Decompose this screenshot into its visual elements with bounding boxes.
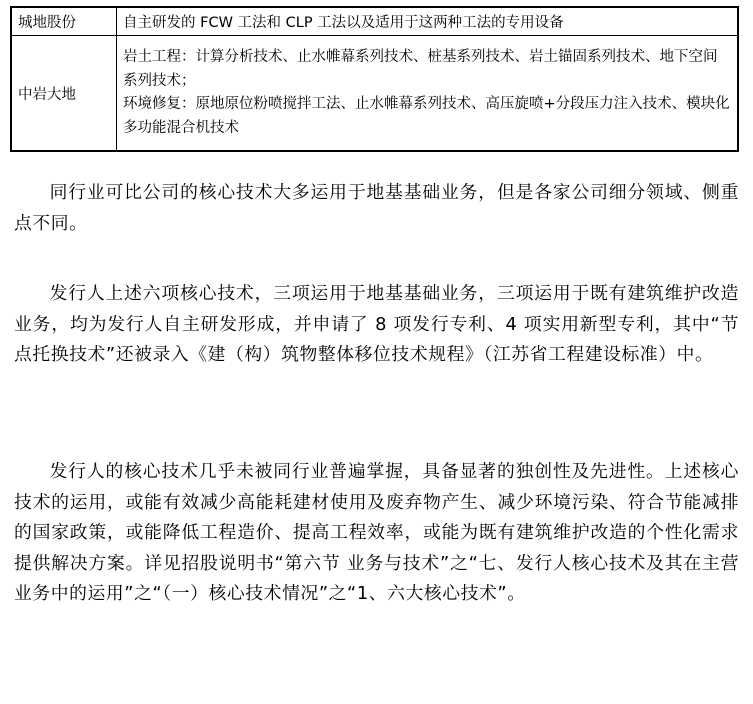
technology-line: 环境修复：原地原位粉喷搅拌工法、止水帷幕系列技术、高压旋喷+分段压力注入技术、模块化多功能混合机技术 <box>123 96 730 136</box>
body-paragraph: 同行业可比公司的核心技术大多运用于地基基础业务，但是各家公司细分领域、侧重点不同。 <box>14 182 739 234</box>
core-technology-table <box>10 6 739 152</box>
table-row <box>11 7 738 36</box>
table-row <box>11 36 738 152</box>
technology-cell: 自主研发的 FCW 工法和 CLP 工法以及适用于这两种工法的专用设备 <box>117 7 739 36</box>
body-paragraph: 发行人上述六项核心技术，三项运用于地基基础业务，三项运用于既有建筑维护改造业务，均为发行人自主研发形成，并申请了 8 项发行专利、4 项实用新型专利，其中“节点托换技术”还被录入《建（构）筑物整体移位技术规程》（江苏省工程建设标准）中。 <box>14 283 739 365</box>
body-paragraph: 发行人的核心技术几乎未被同行业普遍掌握，具备显著的独创性及先进性。上述核心技术的运用，或能有效减少高能耗建材使用及废弃物产生、减少环境污染、符合节能减排的国家政策，或能降低工程造价、提高工程效率，或能为既有建筑维护改造的个性化需求提供解决方案。详见招股说明书“第六节 业务与技术”之“七、发行人核心技术及其在主营业务中的运用”之“（一）核心技术情况”之“1、六大核心技术”。 <box>14 461 739 604</box>
company-name-cell: 城地股份 <box>11 7 117 36</box>
technology-line: 岩土工程：计算分析技术、止水帷幕系列技术、桩基系列技术、岩土锚固系列技术、地下空间系列技术； <box>123 49 718 89</box>
technology-cell <box>117 36 739 152</box>
company-name-cell: 中岩大地 <box>11 36 117 152</box>
